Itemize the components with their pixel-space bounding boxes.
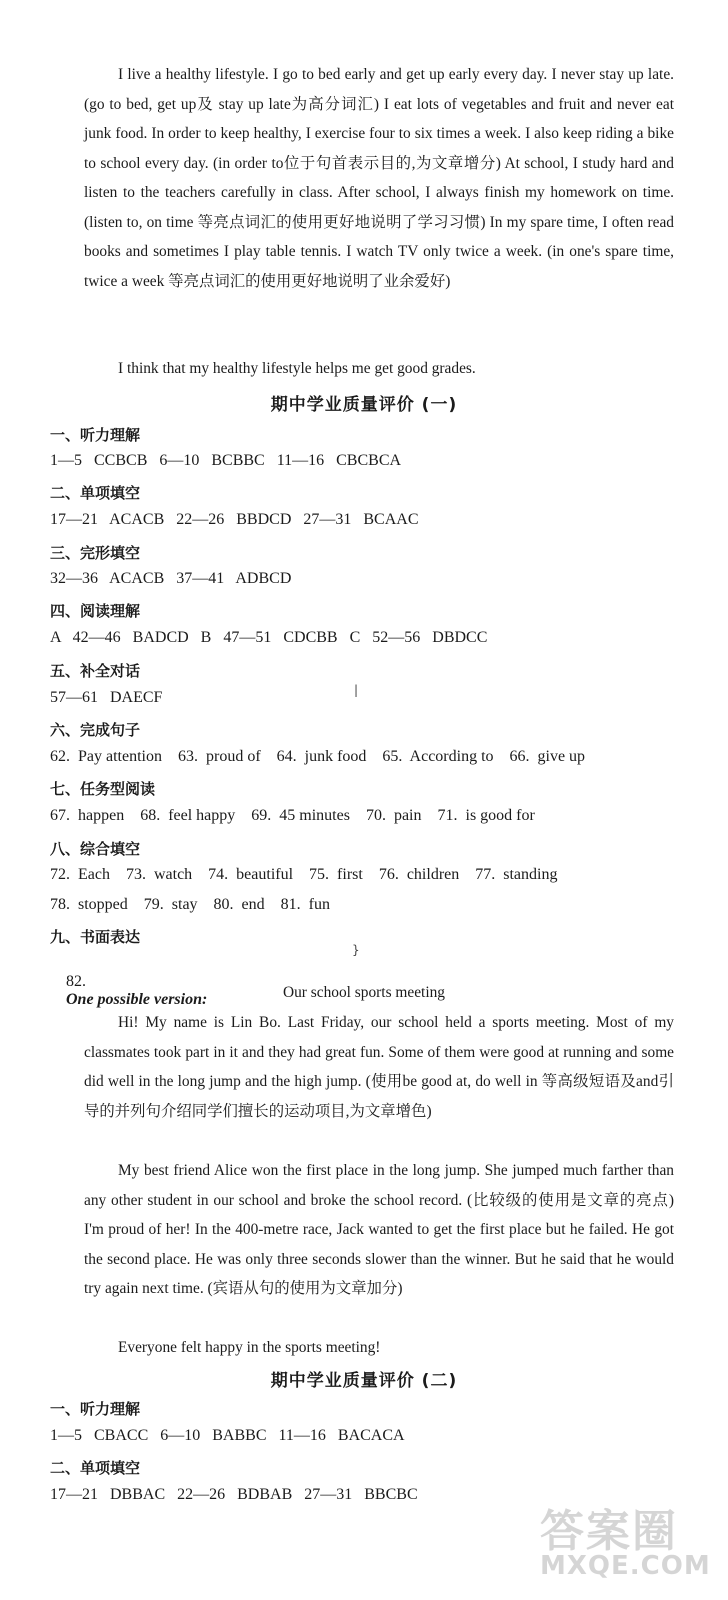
answer-line: 17—21 ACACB 22—26 BBDCD 27—31 BCAAC <box>50 511 419 528</box>
answer-line: 67. happen 68. feel happy 69. 45 minutes 70. pain 71. is good for <box>50 807 535 824</box>
section-heading: 二、单项填空 <box>50 1459 141 1477</box>
section-heading: 三、完形填空 <box>50 544 141 562</box>
scan-mark: } <box>352 943 360 957</box>
answer-line: 78. stopped 79. stay 80. end 81. fun <box>50 896 330 913</box>
watermark-logo <box>520 1495 720 1595</box>
section-heading: 一、听力理解 <box>50 426 141 444</box>
essay1-paragraph2: I think that my healthy lifestyle helps me get good grades. <box>118 360 476 377</box>
section-heading: 四、阅读理解 <box>50 602 141 620</box>
exam2-title: 期中学业质量评价 (二) <box>270 1371 458 1391</box>
essay2-title: Our school sports meeting <box>282 984 445 1001</box>
answer-line: 17—21 DBBAC 22—26 BDBAB 27—31 BBCBC <box>50 1486 418 1503</box>
watermark-cn: 答案圈 <box>540 1506 678 1557</box>
essay2-paragraph1: Hi! My name is Lin Bo. Last Friday, our school held a sports meeting. Most of my classmates took part in it and they had great fun. Some of them were good at running and some did well in the long jump and the high jump. (使用be good at, do well in 等高级短语及and引导的并列句介绍同学们擅长的运动项目,为文章增色) <box>84 1014 674 1120</box>
scan-mark: | <box>354 683 359 697</box>
section-heading: 二、单项填空 <box>50 484 141 502</box>
section-heading: 八、综合填空 <box>50 840 141 858</box>
section-heading: 五、补全对话 <box>50 662 141 680</box>
answer-line: 57—61 DAECF <box>50 689 163 706</box>
essay1-paragraph1: I live a healthy lifestyle. I go to bed early and get up early every day. I never stay up late. (go to bed, get up及 stay up late为高分词汇) I eat lots of vegetables and fruit and never eat junk food. In order to keep healthy, I exercise four to six times a week. I also keep riding a bike to school every day. (in order to位于句首表示目的,为文章增分) At school, I study hard and listen to the teachers carefully in class. After school, I always finish my homework on time. (listen to, on time 等亮点词汇的使用更好地说明了学习习惯) In my spare time, I often read books and sometimes I play table tennis. I watch TV only twice a week. (in one's spare time, twice a week 等亮点词汇的使用更好地说明了业余爱好) <box>84 66 674 290</box>
answer-line: 32—36 ACACB 37—41 ADBCD <box>50 570 292 587</box>
essay2-paragraph2: My best friend Alice won the first place in the long jump. She jumped much farther than any other student in our school and broke the school record. (比较级的使用是文章的亮点) I'm proud of her! In the 400-metre race, Jack wanted to get the first place but he failed. He got the second place. He was only three seconds slower than the winner. But he said that he would try again next time. (宾语从句的使用为文章加分) <box>84 1162 674 1297</box>
answer-line: A 42—46 BADCD B 47—51 CDCBB C 52—56 DBDCC <box>50 629 488 646</box>
version-label: One possible version: <box>66 991 208 1008</box>
answer-line: 1—5 CBACC 6—10 BABBC 11—16 BACACA <box>50 1427 405 1444</box>
exam1-title: 期中学业质量评价 (一) <box>270 395 458 415</box>
answer-line: 62. Pay attention 63. proud of 64. junk food 65. According to 66. give up <box>50 748 586 765</box>
question-number: 82. <box>66 973 86 990</box>
answer-line: 1—5 CCBCB 6—10 BCBBC 11—16 CBCBCA <box>50 452 402 469</box>
answer-line: 72. Each 73. watch 74. beautiful 75. first 76. children 77. standing <box>50 866 558 883</box>
watermark-en: MXQE.COM <box>540 1551 711 1581</box>
section-heading: 九、书面表达 <box>50 928 141 946</box>
section-heading: 一、听力理解 <box>50 1400 141 1418</box>
section-heading: 六、完成句子 <box>50 721 141 739</box>
section-heading: 七、任务型阅读 <box>50 780 156 798</box>
essay2-paragraph3: Everyone felt happy in the sports meeting! <box>118 1339 381 1356</box>
